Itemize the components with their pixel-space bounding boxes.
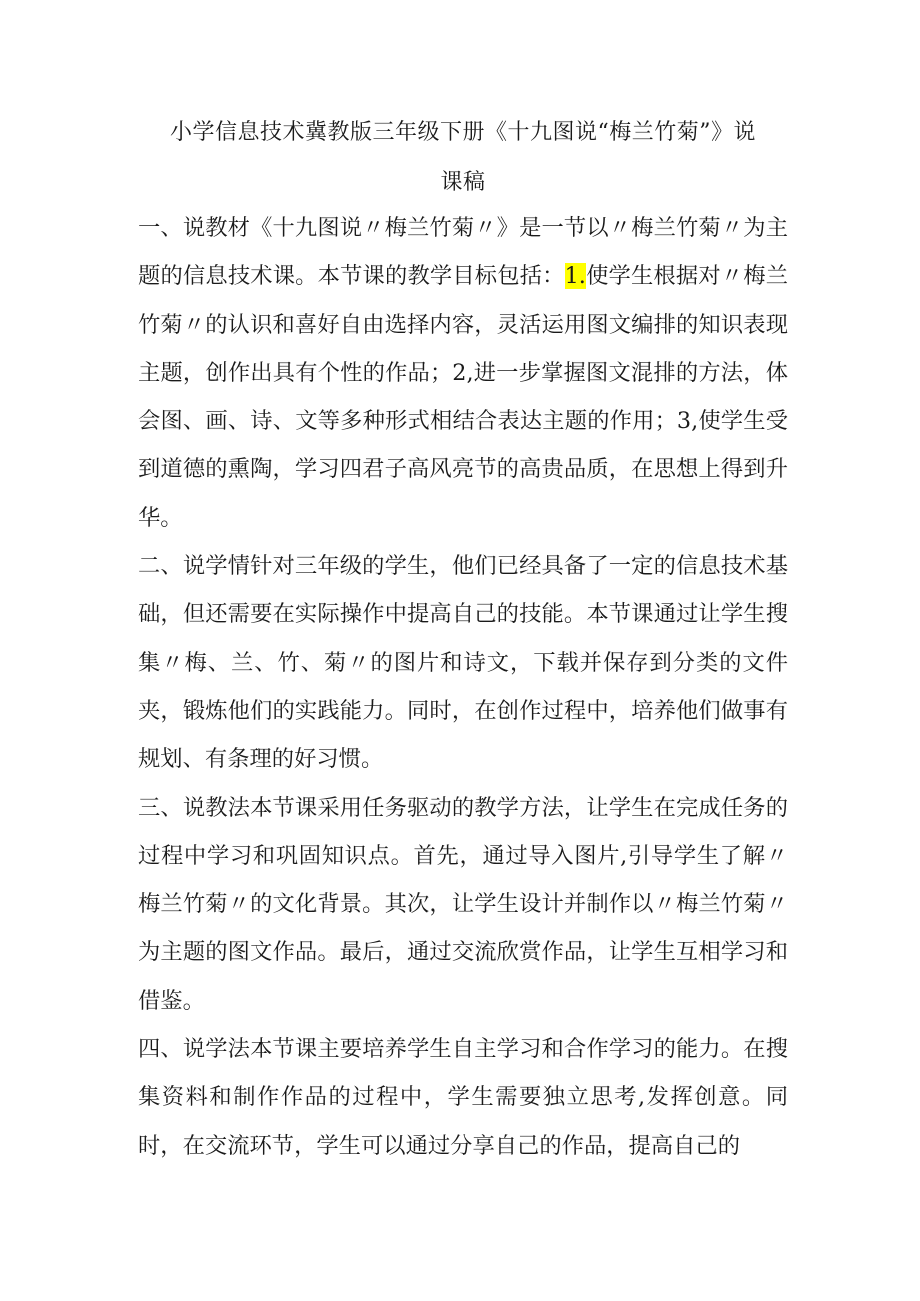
section-learning-method: 四、说学法本节课主要培养学生自主学习和合作学习的能力。在搜集资料和制作作品的过程中，学生需要独立思考,发挥创意。同时，在交流环节，学生可以通过分享自己的作品，提高自己的 — [138, 1036, 788, 1159]
document-title-line-2: 课稿 — [440, 170, 486, 195]
section-teaching-method: 三、说教法本节课采用任务驱动的教学方法，让学生在完成任务的过程中学习和巩固知识点。首先，通过导入图片,引导学生了解〃梅兰竹菊〃的文化背景。其次，让学生设计并制作以〃梅兰竹菊〃为主题的图文作品。最后，通过交流欣赏作品，让学生互相学习和借鉴。 — [138, 794, 788, 1014]
section-textbook — [138, 204, 788, 542]
section-textbook-text-1: 一、说教材《十九图说〃梅兰竹菊〃》是一节以〃梅兰竹菊〃为主题的信息技术课。本节课的教学目标包括： — [138, 215, 788, 290]
document-title-line-1: 小学信息技术冀教版三年级下册《十九图说“梅兰竹菊”》说 — [170, 120, 756, 145]
highlighted-number: 1. — [564, 263, 586, 290]
section-students: 二、说学情针对三年级的学生，他们已经具备了一定的信息技术基础，但还需要在实际操作中提高自己的技能。本节课通过让学生搜集〃梅、兰、竹、菊〃的图片和诗文，下载并保存到分类的文件夹，锻炼他们的实践能力。同时，在创作过程中，培养他们做事有规划、有条理的好习惯。 — [138, 553, 788, 773]
section-textbook-text-2: 使学生根据对〃梅兰竹菊〃的认识和喜好自由选择内容，灵活运用图文编排的知识表现主题，创作出具有个性的作品；2,进一步掌握图文混排的方法，体会图、画、诗、文等多种形式相结合表达主题的作用；3,使学生受到道德的熏陶，学习四君子高风亮节的高贵品质，在思想上得到升华。 — [138, 263, 788, 531]
document-body — [138, 204, 788, 1170]
